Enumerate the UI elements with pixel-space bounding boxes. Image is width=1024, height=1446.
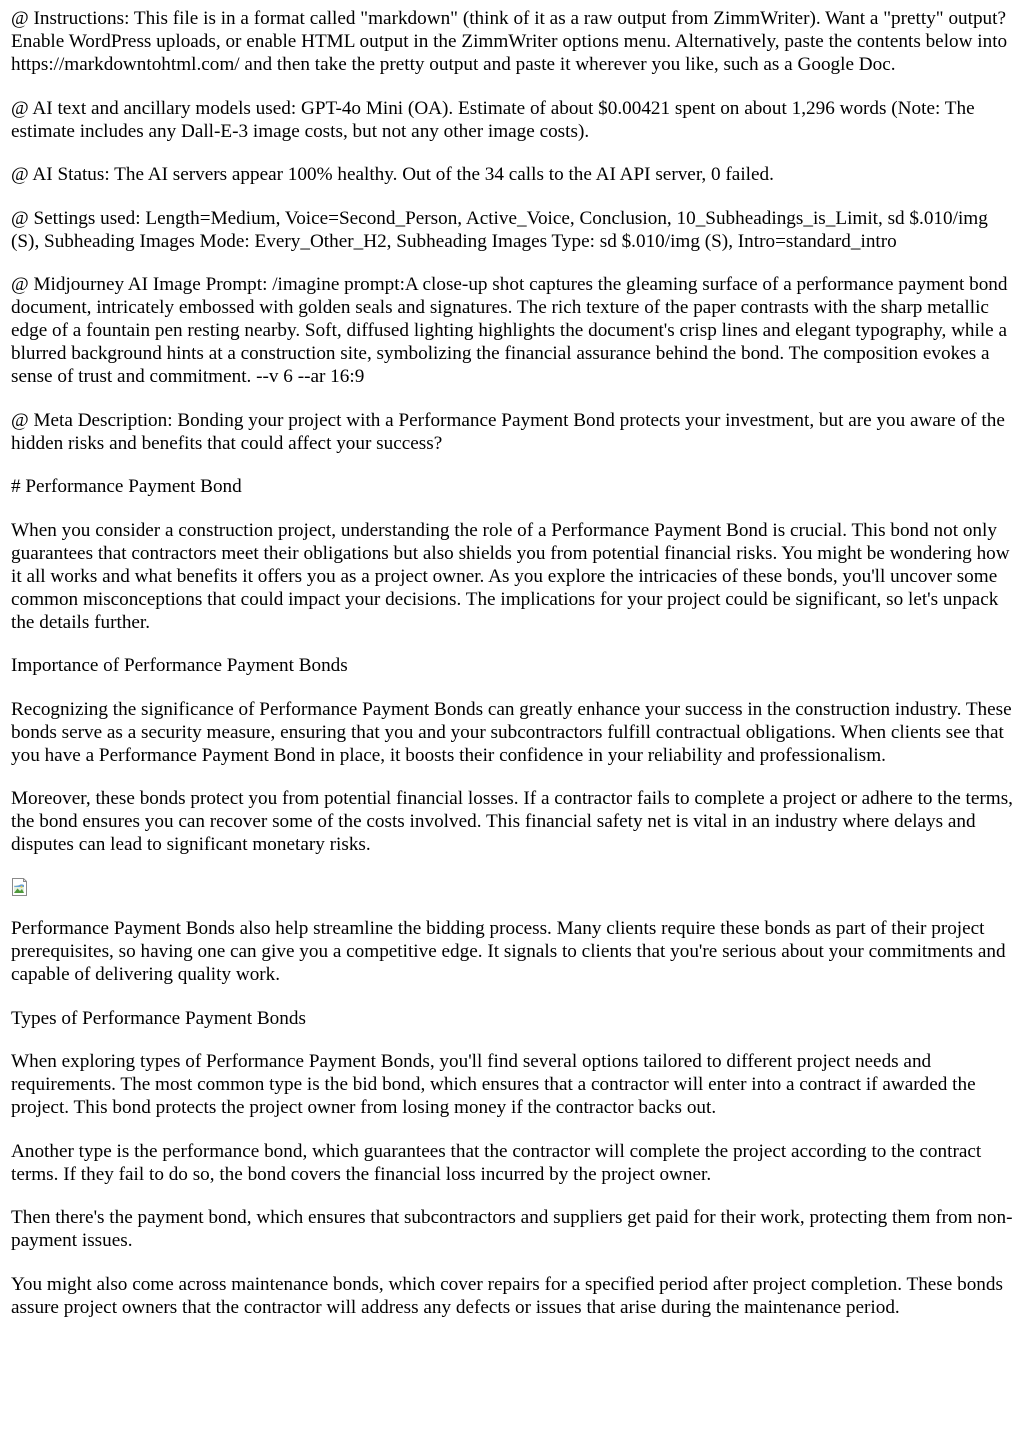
types-paragraph-1: When exploring types of Performance Payment Bonds, you'll find several options tailored to different project needs and requirements. The most common type is the bid bond, which ensures that a contractor will enter into a contract if awarded the project. This bond protects the project owner from losing money if the contractor backs out.	[11, 1051, 976, 1118]
types-paragraph-2: Another type is the performance bond, which guarantees that the contractor will complete the project according to the contract terms. If they fail to do so, the bond covers the financial loss incurred by the project owner.	[11, 1140, 982, 1185]
intro-paragraph: When you consider a construction project, understanding the role of a Performance Payment Bond is crucial. This bond not only guarantees that contractors meet their obligations but also shields you from potential financial risks. You might be wondering how it all works and what benefits it offers you as a project owner. As you explore the intricacies of these bonds, you'll uncover some common misconceptions that could impact your decisions. The implications for your project could be significant, so let's unpack the details further.	[11, 519, 1010, 633]
article-title: # Performance Payment Bond	[11, 476, 242, 497]
ai-models-line: @ AI text and ancillary models used: GPT-4o Mini (OA). Estimate of about $0.00421 spent on about 1,296 words (Note: The estimate includes any Dall-E-3 image costs, but not any other image costs).	[11, 97, 975, 142]
importance-paragraph-1: Recognizing the significance of Performance Payment Bonds can greatly enhance your success in the construction industry. These bonds serve as a security measure, ensuring that you and your subcontractors fulfill contractual obligations. When clients see that you have a Performance Payment Bond in place, it boosts their confidence in your reliability and professionalism.	[11, 698, 1012, 766]
instructions-line: @ Instructions: This file is in a format called "markdown" (think of it as a raw output from ZimmWriter). Want a "pretty" output? Enable WordPress uploads, or enable HTML output in the ZimmWriter options menu. Alternatively, paste the contents below into https://markdowntohtml.com/ and then take the pretty output and paste it wherever you like, such as a Google Doc.	[11, 8, 1008, 75]
document	[11, 7, 1013, 1319]
ai-status-line: @ AI Status: The AI servers appear 100% healthy. Out of the 34 calls to the AI API server, 0 failed.	[11, 164, 774, 185]
types-paragraph-3: Then there's the payment bond, which ensures that subcontractors and suppliers get paid for their work, protecting them from non-payment issues.	[11, 1207, 1013, 1251]
section-heading-importance: Importance of Performance Payment Bonds	[11, 655, 348, 676]
settings-line: @ Settings used: Length=Medium, Voice=Second_Person, Active_Voice, Conclusion, 10_Subheadings_is_Limit, sd $.010/img (S), Subheading Images Mode: Every_Other_H2, Subheading Images Type: sd $.010/img (S), Intro=standard_intro	[11, 207, 988, 252]
importance-paragraph-3: Performance Payment Bonds also help streamline the bidding process. Many clients require these bonds as part of their project prerequisites, so having one can give you a competitive edge. It signals to clients that you're serious about your commitments and capable of delivering quality work.	[11, 918, 1006, 985]
broken-image-icon	[11, 877, 31, 897]
importance-paragraph-2: Moreover, these bonds protect you from potential financial losses. If a contractor fails to complete a project or adhere to the terms, the bond ensures you can recover some of the costs involved. This financial safety net is vital in an industry where delays and disputes can lead to significant monetary risks.	[11, 788, 1013, 855]
midjourney-prompt-line: @ Midjourney AI Image Prompt: /imagine prompt:A close-up shot captures the gleaming surface of a performance payment bond document, intricately embossed with golden seals and signatures. The rich texture of the paper contrasts with the sharp metallic edge of a fountain pen resting nearby. Soft, diffused lighting highlights the document's crisp lines and elegant typography, while a blurred background hints at a construction site, symbolizing the financial assurance behind the bond. The composition evokes a sense of trust and commitment. --v 6 --ar 16:9	[11, 274, 1008, 387]
section-heading-types: Types of Performance Payment Bonds	[11, 1007, 306, 1029]
meta-description-line: @ Meta Description: Bonding your project with a Performance Payment Bond protects your investment, but are you aware of the hidden risks and benefits that could affect your success?	[11, 409, 1005, 454]
types-paragraph-4: You might also come across maintenance bonds, which cover repairs for a specified period after project completion. These bonds assure project owners that the contractor will address any defects or issues that arise during the maintenance period.	[11, 1273, 1003, 1318]
